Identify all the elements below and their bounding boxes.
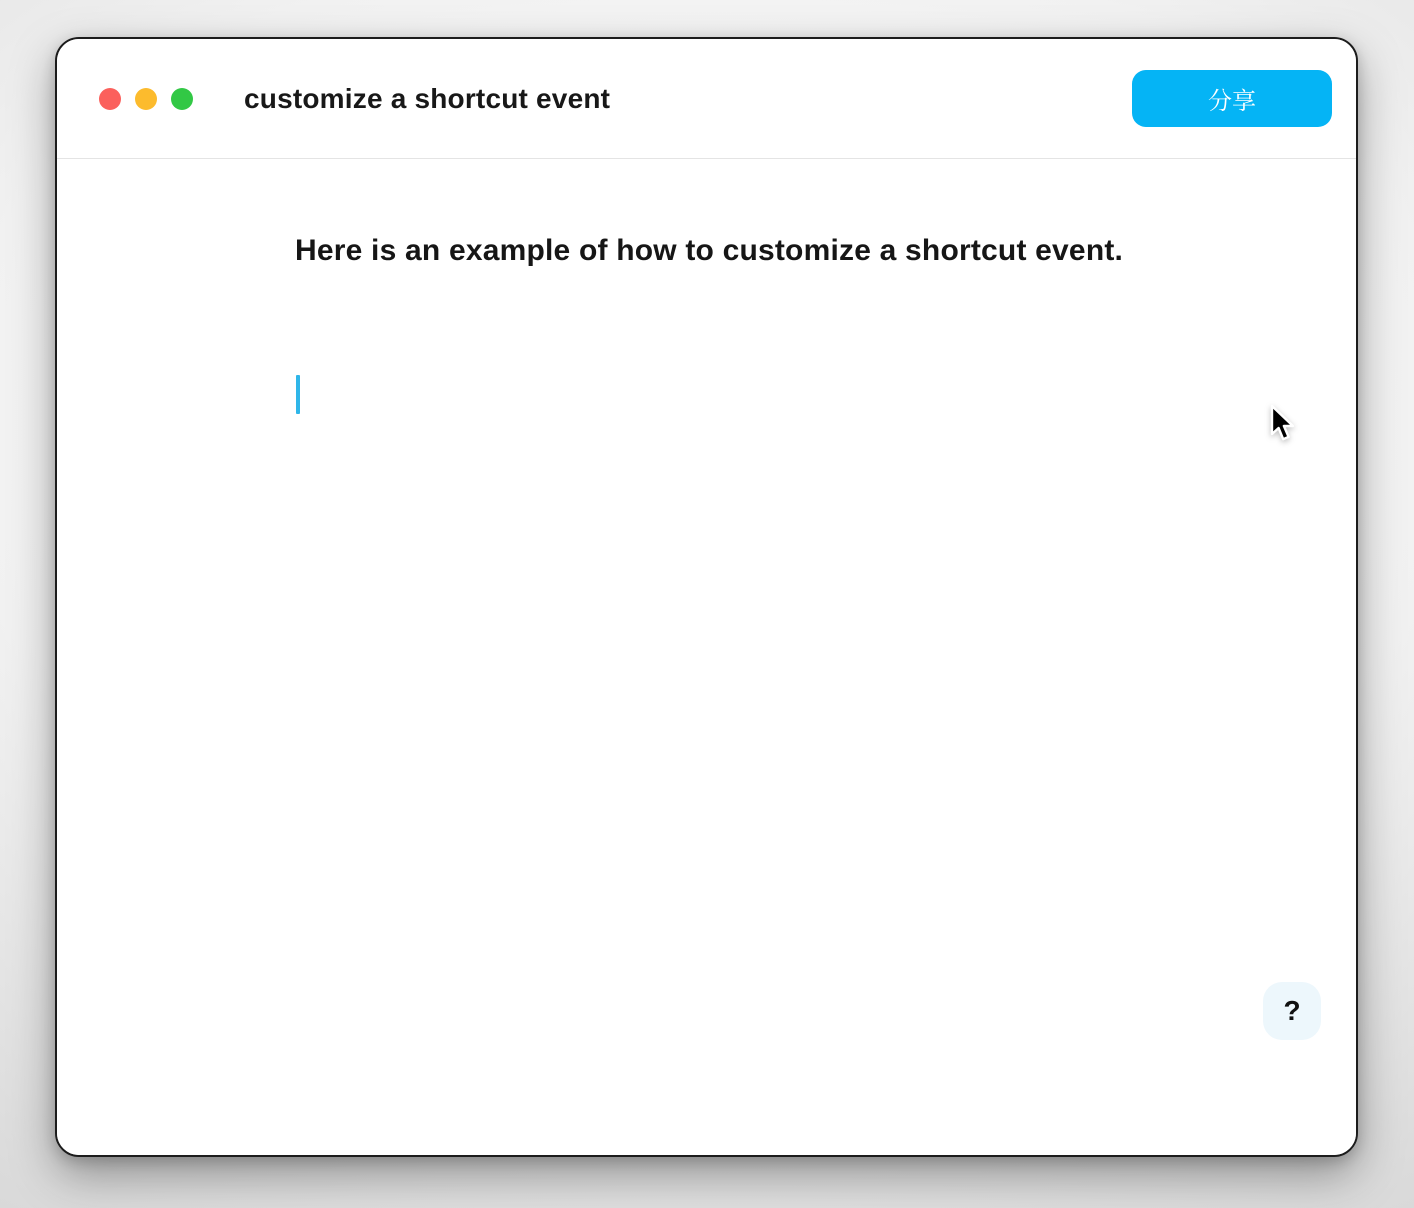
heading-text[interactable]: Here is an example of how to customize a shortcut event. [295,234,1124,267]
text-caret [296,375,300,414]
traffic-lights [99,88,193,110]
close-button[interactable] [99,88,121,110]
window-title: customize a shortcut event [244,82,611,114]
minimize-button[interactable] [135,88,157,110]
zoom-button[interactable] [171,88,193,110]
document-canvas[interactable] [57,160,1356,1155]
window-header [57,39,1356,159]
share-button[interactable]: 分享 [1132,70,1332,127]
question-mark-icon: ? [1283,995,1301,1026]
help-button[interactable] [1263,982,1321,1040]
app-window [55,37,1358,1157]
